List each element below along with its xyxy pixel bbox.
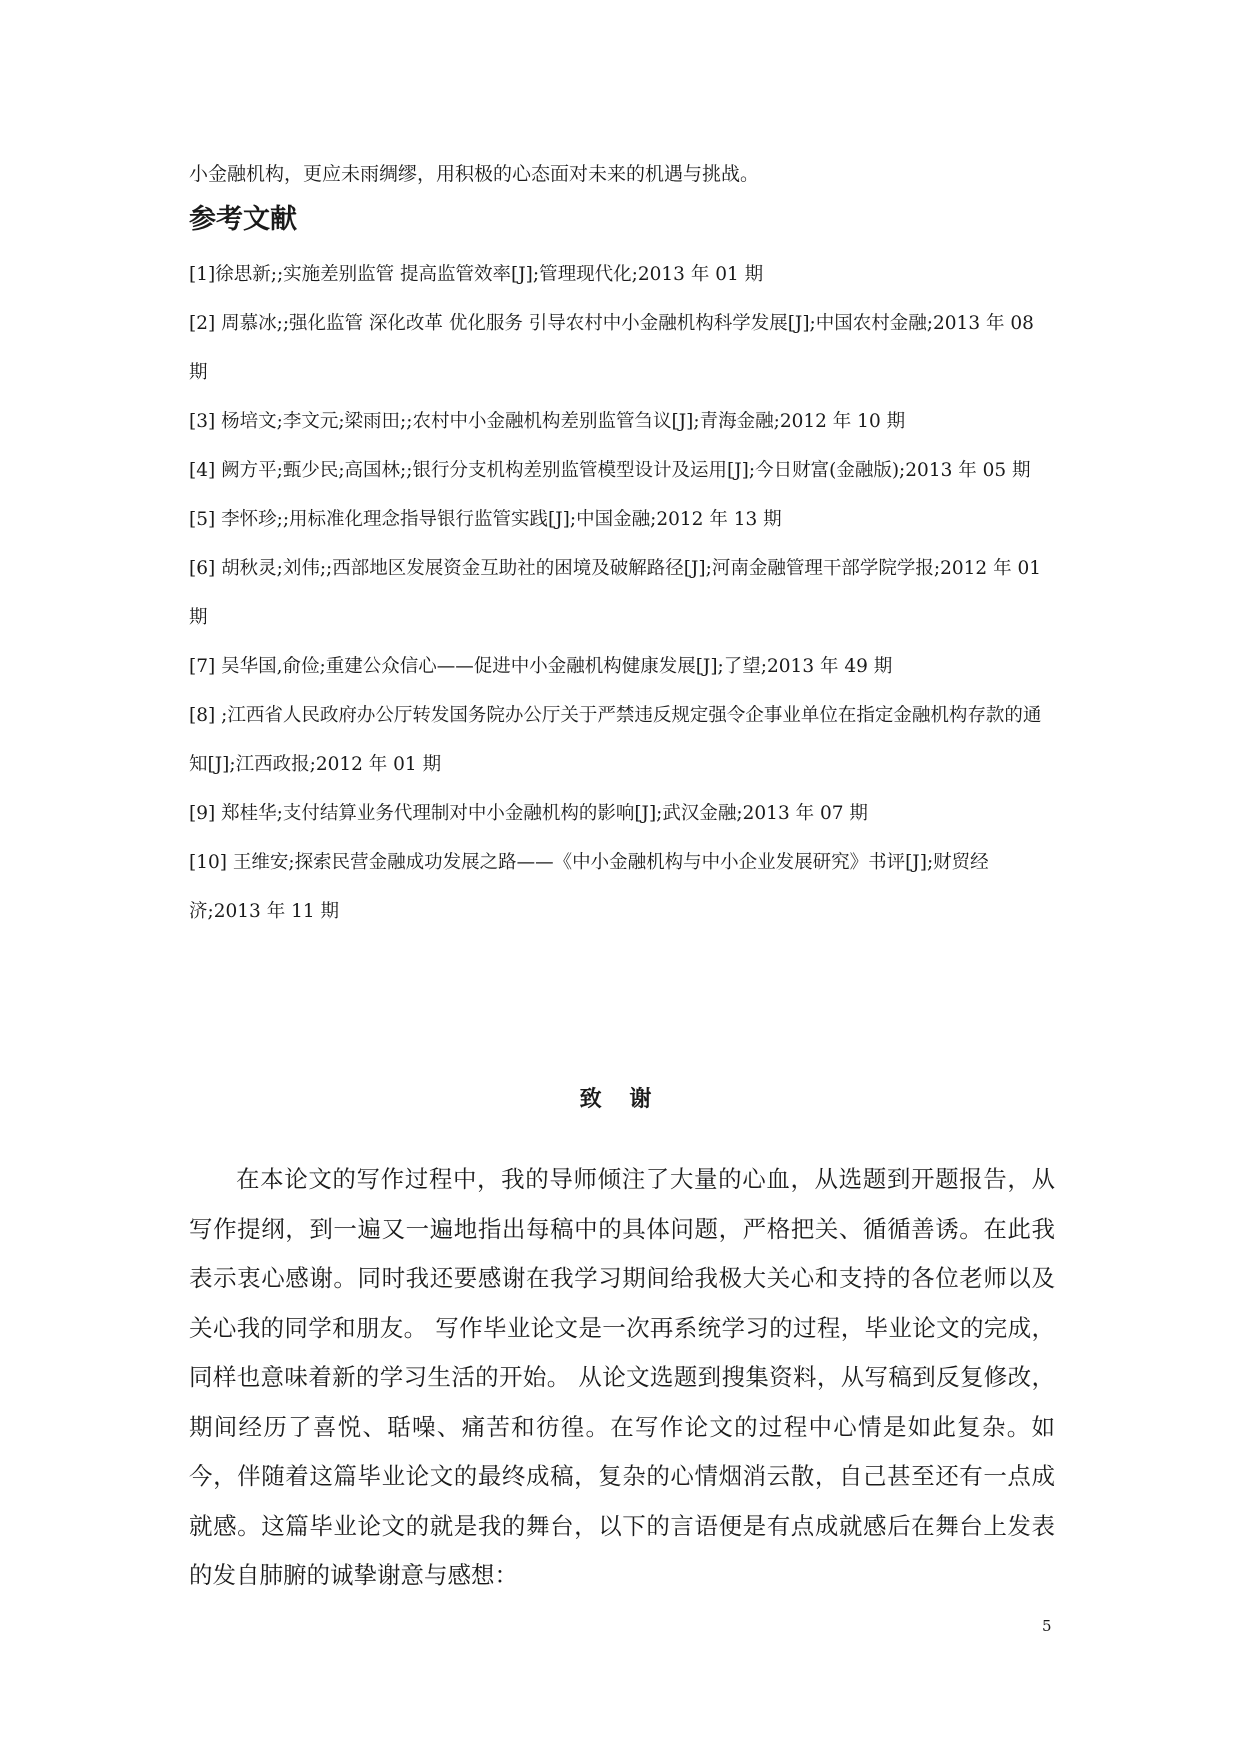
references-heading: 参考文献 [189,204,297,235]
reference-item: [8] ;江西省人民政府办公厅转发国务院办公厅关于严禁违反规定强令企事业单位在指定金融机构存款的通知[J];江西政报;2012 年 01 期 [189,705,1042,775]
reference-item: [1]徐思新;;实施差别监管 提高监管效率[J];管理现代化;2013 年 01 期 [189,264,764,285]
reference-item: [4] 阙方平;甄少民;高国林;;银行分支机构差别监管模型设计及运用[J];今日财富(金融版);2013 年 05 期 [189,460,1031,481]
acknowledgement-title: 致 谢 [579,1087,662,1112]
acknowledgement-body: 在本论文的写作过程中，我的导师倾注了大量的心血，从选题到开题报告，从写作提纲，到一遍又一遍地指出每稿中的具体问题，严格把关、循循善诱。在此我表示衷心感谢。同时我还要感谢在我学习期间给我极大关心和支持的各位老师以及关心我的同学和朋友。 写作毕业论文是一次再系统学习的过程，毕业论文的完成，同样也意味着新的学习生活的开始。 从论文选题到搜集资料，从写稿到反复修改，期间经历了喜悦、聒噪、痛苦和彷徨。在写作论文的过程中心情是如此复杂。如今，伴随着这篇毕业论文的最终成稿，复杂的心情烟消云散，自己甚至还有一点成就感。这篇毕业论文的就是我的舞台，以下的言语便是有点成就感后在舞台上发表的发自肺腑的诚挚谢意与感想： [189,1165,1055,1589]
reference-item: [9] 郑桂华;支付结算业务代理制对中小金融机构的影响[J];武汉金融;2013 年 07 期 [189,803,868,824]
page-number: 5 [1042,1617,1052,1635]
reference-item: [2] 周慕冰;;强化监管 深化改革 优化服务 引导农村中小金融机构科学发展[J];中国农村金融;2013 年 08 期 [189,313,1034,383]
reference-item: [6] 胡秋灵;刘伟;;西部地区发展资金互助社的困境及破解路径[J];河南金融管理干部学院学报;2012 年 01 期 [189,558,1041,628]
reference-item: [10] 王维安;探索民营金融成功发展之路——《中小金融机构与中小企业发展研究》书评[J];财贸经济;2013 年 11 期 [189,852,989,922]
reference-item: [7] 吴华国,俞俭;重建公众信心——促进中小金融机构健康发展[J];了望;2013 年 49 期 [189,656,893,677]
reference-item: [5] 李怀珍;;用标准化理念指导银行监管实践[J];中国金融;2012 年 13 期 [189,509,782,530]
paragraph-tail: 小金融机构，更应未雨绸缪，用积极的心态面对未来的机遇与挑战。 [189,163,760,185]
reference-list [189,250,1055,936]
reference-item: [3] 杨培文;李文元;梁雨田;;农村中小金融机构差别监管刍议[J];青海金融;2012 年 10 期 [189,411,906,432]
main-content [189,160,1055,936]
